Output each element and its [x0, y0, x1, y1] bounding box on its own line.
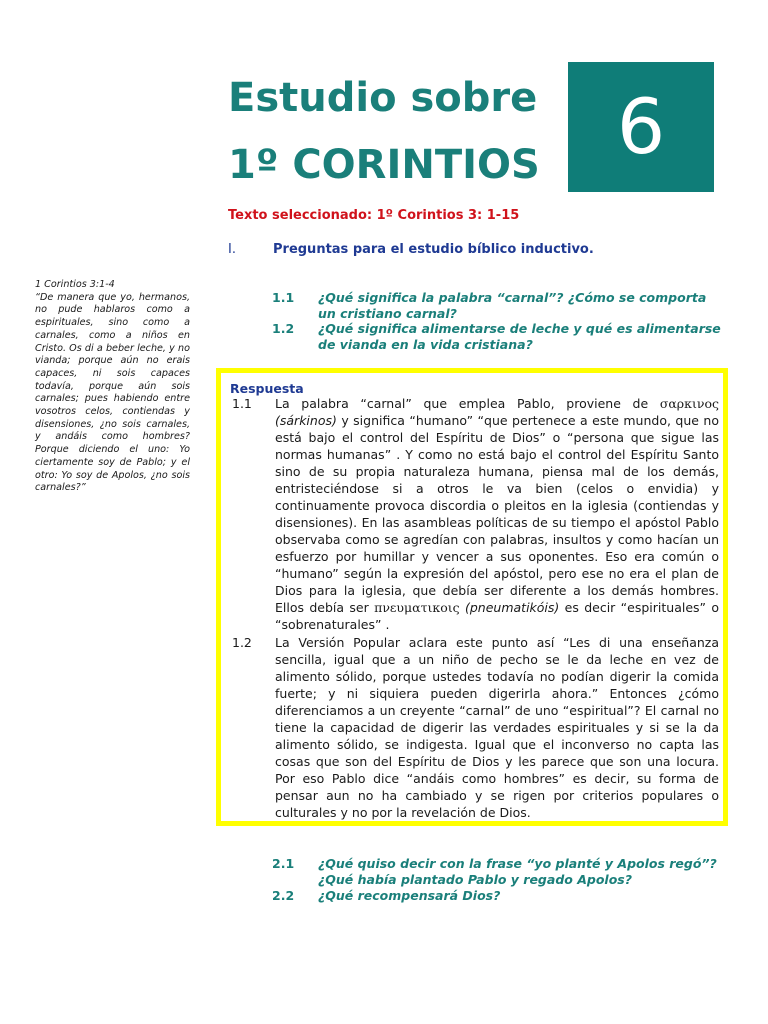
answer-number: 1.2 [232, 635, 252, 650]
study-number-box: 6 [568, 62, 714, 192]
title-line-1: Estudio sobre [228, 75, 538, 121]
answer-1-2 [232, 634, 719, 821]
transliteration: (sárkinos) [275, 413, 337, 428]
title-line-2: 1º CORINTIOS [228, 142, 540, 188]
greek-word: σαρκινος [659, 396, 719, 411]
question-number: 2.2 [272, 888, 295, 903]
greek-word: πνευματικοις [374, 600, 460, 615]
transliteration: (pneumatikóis) [459, 600, 560, 615]
verse-reference: 1 Corintios 3:1-4 [35, 279, 115, 290]
question-1-1 [272, 290, 722, 322]
sidebar-verse [35, 279, 190, 495]
question-2-2 [272, 888, 722, 904]
question-2-1 [272, 856, 722, 888]
question-number: 1.1 [272, 290, 295, 305]
verse-text: “De manera que yo, hermanos, no pude hablaros como a espirituales, sino como a carnales, como a niños en Cristo. Os di a beber leche, y no vianda; porque aún no erais capaces, ni sois capaces todavía, porque aún sois carnales; pues habiendo entre vosotros celos, contiendas y disensiones, ¿no sois carnales, y andáis como hombres? Porque diciendo el uno: Yo ciertamente soy de Pablo; y el otro: Yo soy de Apolos, ¿no sois carnales?” [35, 291, 190, 494]
section-heading [228, 242, 728, 257]
answer-label: Respuesta [230, 381, 304, 396]
answer-text-part: y significa “humano” “que pertenece a este mundo, que no está bajo el control del Espíritu de Dios” o “persona que sigue las normas humanas” . Y como no está bajo el control del Espíritu Santo sino de su propia naturaleza humana, piensa mal de los demás, entristeciéndose si a otros le va bien (celos o envidia) y continuamente provoca discordia o pleitos en la iglesia (contiendas y disensiones). En las asambleas políticas de su tiempo el apóstol Pablo observaba como se agredían con palabras, insultos y como hacían un esfuerzo por humillar y vencer a sus oponentes. Eso era común o “humano” según la expresión del apóstol, pero ese no era el plan de Dios para la iglesia, que debía ser diferente a los demás hombres. Ellos debía ser [275, 413, 719, 615]
selected-text: Texto seleccionado: 1º Corintios 3: 1-15 [228, 208, 520, 223]
answer-text-part: es decir “espirituales” o “sobrenaturales” . [275, 600, 720, 632]
answer-text [275, 395, 719, 633]
question-number: 1.2 [272, 321, 295, 336]
question-text: ¿Qué significa la palabra “carnal”? ¿Cómo se comporta un cristiano carnal? [318, 290, 707, 321]
question-text: ¿Qué recompensará Dios? [318, 888, 501, 903]
question-1-2 [272, 321, 722, 353]
answer-number: 1.1 [232, 396, 252, 411]
question-text: ¿Qué quiso decir con la frase “yo planté y Apolos regó”? ¿Qué había plantado Pablo y regado Apolos? [318, 856, 717, 887]
question-number: 2.1 [272, 856, 295, 871]
question-text: ¿Qué significa alimentarse de leche y qué es alimentarse de vianda en la vida cristiana? [318, 321, 721, 352]
answer-text: La Versión Popular aclara este punto así “Les di una enseñanza sencilla, igual que a un niño de pecho se le da leche en vez de alimento sólido, porque ustedes todavía no podían digerir la comida fuerte; y ni siquiera pueden digerirla ahora.” Entonces ¿cómo diferenciamos a un creyente “carnal” de uno “espiritual”? El carnal no tiene la capacidad de digerir las verdades espirituales y si se la da alimento sólido, se indigesta. Igual que el inconverso no capta las cosas que son del Espíritu de Dios y les parece que son una locura. Por eso Pablo dice “andáis como hombres” es decir, su forma de pensar aun no ha cambiado y se rigen por criterios populares o culturales y no por la revelación de Dios. [275, 635, 719, 820]
answer-1-1 [232, 395, 719, 633]
answer-box [216, 368, 728, 826]
section-number: I. [228, 242, 236, 257]
section-title: Preguntas para el estudio bíblico inductivo. [273, 242, 594, 257]
answer-text-part: La palabra “carnal” que emplea Pablo, proviene de [275, 396, 660, 411]
